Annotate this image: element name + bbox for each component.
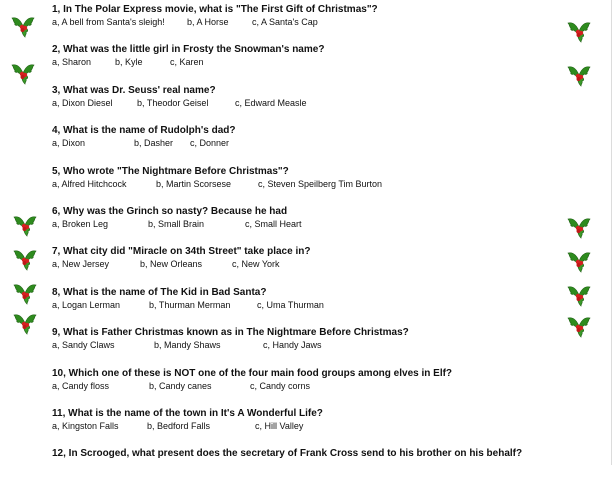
- question-text: 8, What is the name of The Kid in Bad Santa?: [52, 286, 267, 298]
- answer-option-c: c, Edward Measle: [235, 97, 307, 108]
- answer-option-c: c, A Santa's Cap: [252, 17, 318, 27]
- answer-option-a: a, Dixon Diesel: [52, 97, 113, 108]
- question-item: [52, 205, 582, 245]
- answer-option-a: a, Dixon: [52, 138, 86, 149]
- answer-options: [52, 16, 582, 29]
- question-text: 5, Who wrote "The Nightmare Before Christmas"?: [52, 165, 289, 177]
- question-item: [52, 165, 582, 205]
- holly-icon: [12, 212, 38, 238]
- answer-options: [52, 56, 582, 69]
- answer-option-c: c, New York: [232, 259, 280, 270]
- answer-option-b: b, New Orleans: [140, 259, 203, 270]
- answer-option-a: a, Kingston Falls: [52, 420, 119, 431]
- answer-option-c: c, Steven Speilberg Tim Burton: [258, 178, 383, 189]
- answer-option-a: a, A bell from Santa's sleigh!: [52, 17, 165, 27]
- question-text: 4, What is the name of Rudolph's dad?: [52, 125, 236, 137]
- question-item: [52, 43, 582, 83]
- answer-options: [52, 258, 582, 271]
- answer-option-a: a, Broken Leg: [52, 218, 109, 229]
- answer-option-b: b, A Horse: [187, 17, 229, 27]
- question-text: 2, What was the little girl in Frosty the Snowman's name?: [52, 44, 325, 56]
- answer-option-a: a, Sharon: [52, 57, 92, 68]
- answer-option-c: c, Uma Thurman: [257, 299, 324, 310]
- question-item: [52, 84, 582, 124]
- question-item: [52, 367, 582, 407]
- question-item: [52, 326, 582, 366]
- question-text: 3, What was Dr. Seuss' real name?: [52, 84, 216, 96]
- question-item: [52, 407, 582, 447]
- answer-option-c: c, Candy corns: [250, 380, 311, 391]
- answer-options: [52, 380, 582, 393]
- holly-icon: [10, 13, 36, 39]
- answer-option-b: b, Thurman Merman: [149, 299, 231, 310]
- question-item: [52, 245, 582, 285]
- question-item: [52, 124, 582, 164]
- answer-options: [52, 97, 582, 110]
- question-text: 11, What is the name of the town in It's A Wonderful Life?: [52, 407, 323, 419]
- answer-option-a: a, Sandy Claws: [52, 340, 115, 351]
- answer-option-b: b, Martin Scorsese: [156, 178, 232, 189]
- question-text: 12, In Scrooged, what present does the secretary of Frank Cross send to his brother on his behalf?: [52, 448, 523, 460]
- answer-options: [52, 420, 582, 433]
- question-text: 1, In The Polar Express movie, what is "The First Gift of Christmas"?: [52, 4, 378, 15]
- question-text: 7, What city did "Miracle on 34th Street" take place in?: [52, 246, 311, 258]
- answer-options: [52, 178, 582, 191]
- answer-options: [52, 218, 582, 231]
- quiz-list: [52, 3, 582, 488]
- answer-option-c: c, Karen: [170, 57, 204, 68]
- answer-option-b: b, Small Brain: [148, 218, 205, 229]
- answer-option-a: a, Logan Lerman: [52, 299, 121, 310]
- answer-options: [52, 299, 582, 312]
- answer-option-b: b, Candy canes: [149, 380, 212, 391]
- question-text: 10, Which one of these is NOT one of the four main food groups among elves in Elf?: [52, 367, 453, 379]
- holly-icon: [12, 310, 38, 336]
- answer-option-b: b, Dasher: [134, 138, 174, 149]
- answer-option-b: b, Mandy Shaws: [154, 340, 221, 351]
- question-item: [52, 286, 582, 326]
- holly-icon: [10, 60, 36, 86]
- answer-option-c: c, Donner: [190, 138, 230, 149]
- answer-options: [52, 339, 582, 352]
- answer-option-b: b, Kyle: [115, 57, 143, 68]
- answer-option-b: b, Bedford Falls: [147, 420, 211, 431]
- answer-option-c: c, Hill Valley: [255, 420, 304, 431]
- answer-option-b: b, Theodor Geisel: [137, 97, 209, 108]
- answer-option-a: a, Candy floss: [52, 380, 110, 391]
- question-item: [52, 3, 582, 43]
- answer-option-c: c, Small Heart: [245, 218, 302, 229]
- answer-option-c: c, Handy Jaws: [263, 340, 322, 351]
- question-text: 9, What is Father Christmas known as in The Nightmare Before Christmas?: [52, 327, 409, 339]
- holly-icon: [12, 280, 38, 306]
- holly-icon: [12, 246, 38, 272]
- answer-option-a: a, Alfred Hitchcock: [52, 178, 127, 189]
- answer-option-a: a, New Jersey: [52, 259, 110, 270]
- question-item: [52, 447, 582, 487]
- answer-options: [52, 137, 582, 150]
- question-text: 6, Why was the Grinch so nasty? Because he had: [52, 205, 288, 217]
